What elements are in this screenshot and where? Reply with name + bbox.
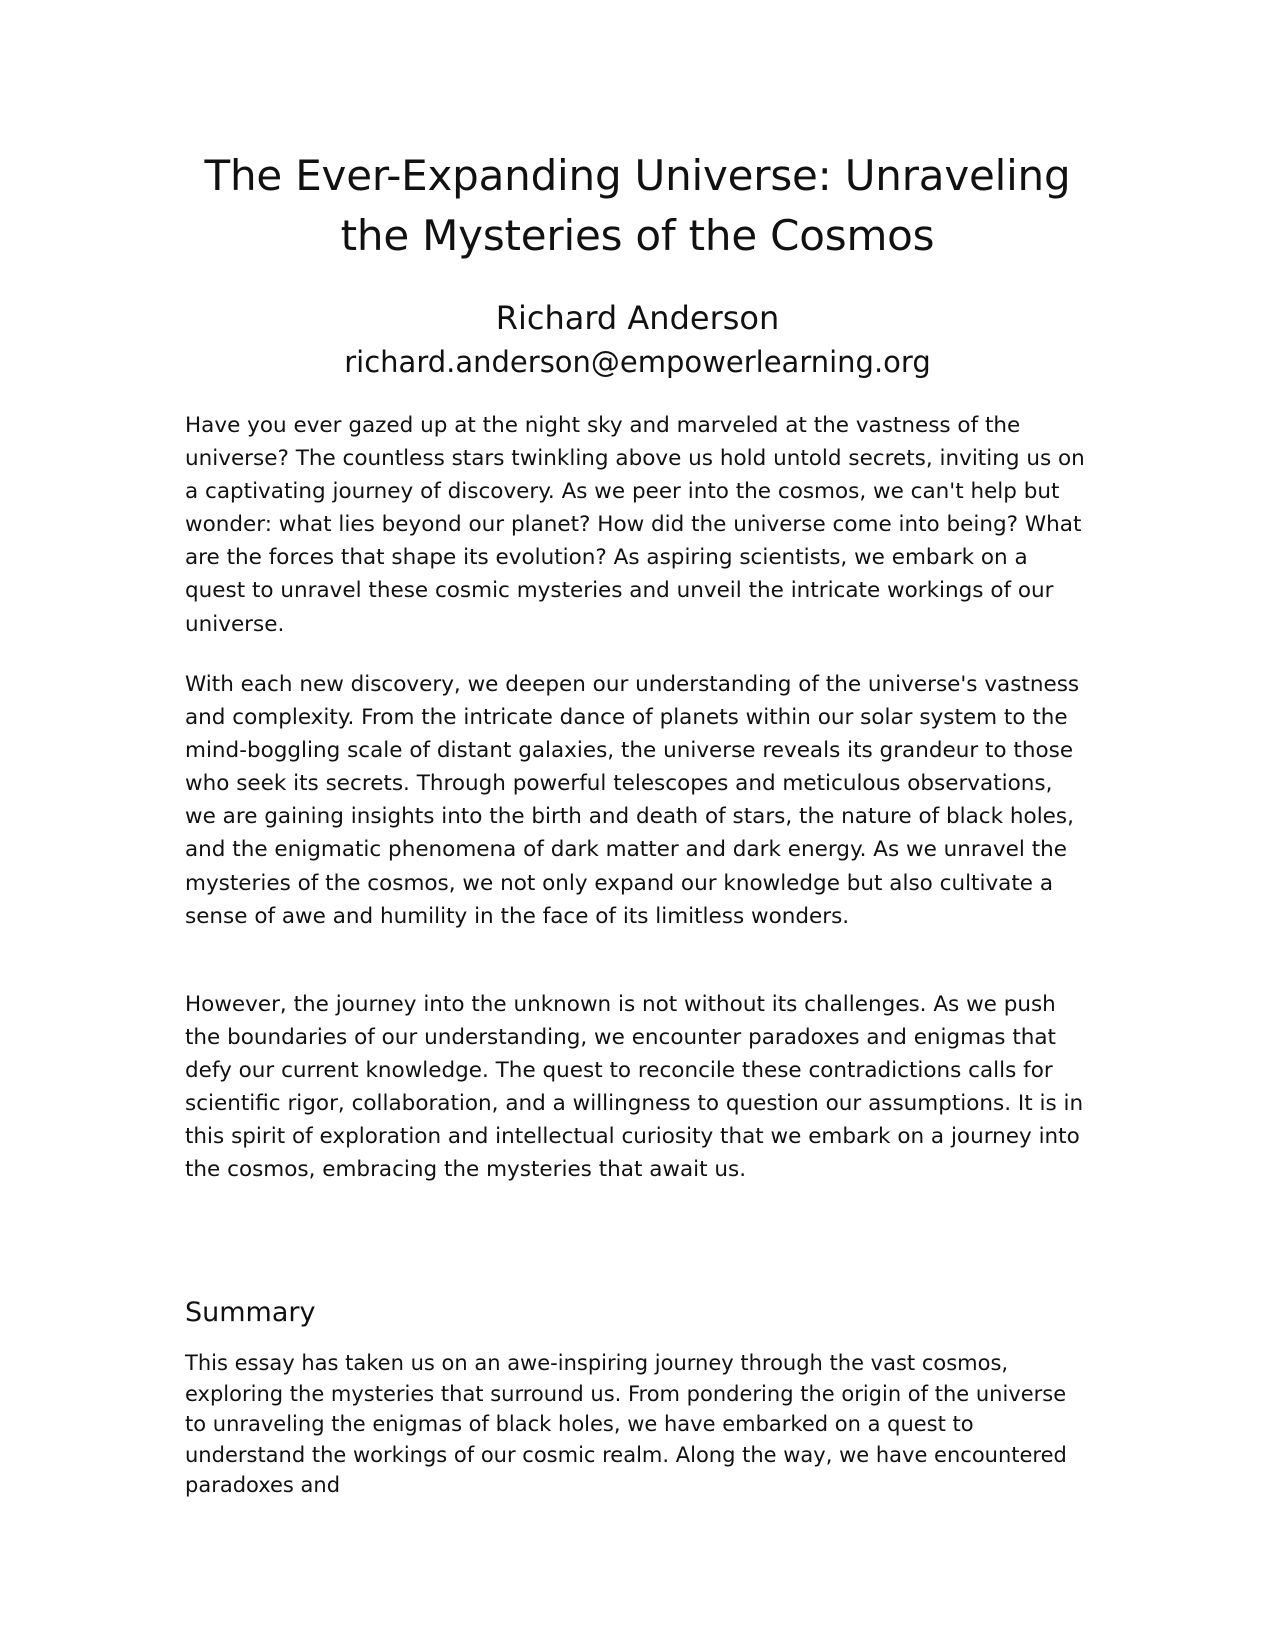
summary-heading: Summary <box>185 1297 316 1328</box>
body-paragraph-1: Have you ever gazed up at the night sky and marveled at the vastness of the universe? The countless stars twinkling above us hold untold secrets, inviting us on a captivating journey of discovery. As we peer into the cosmos, we can't help but wonder: what lies beyond our planet? How did the universe come into being? What are the forces that shape its evolution? As aspiring scientists, we embark on a quest to unravel these cosmic mysteries and unveil the intricate workings of our universe. <box>185 413 1085 637</box>
document-title: The Ever-Expanding Universe: Unraveling the Mysteries of the Cosmos <box>204 151 1071 260</box>
author-email: richard.anderson@empowerlearning.org <box>344 345 931 379</box>
body-paragraph-3: However, the journey into the unknown is not without its challenges. As we push the boundaries of our understanding, we encounter paradoxes and enigmas that defy our current knowledge. The quest to reconcile these contradictions calls for scientific rigor, collaboration, and a willingness to question our assumptions. It is in this spirit of exploration and intellectual curiosity that we embark on a journey into the cosmos, embracing the mysteries that await us. <box>185 992 1084 1183</box>
author-name: Richard Anderson <box>495 299 780 337</box>
body-paragraph-2: With each new discovery, we deepen our understanding of the universe's vastness and complexity. From the intricate dance of planets within our solar system to the mind-boggling scale of distant galaxies, the universe reveals its grandeur to those who seek its secrets. Through powerful telescopes and meticulous observations, we are gaining insights into the birth and death of stars, the nature of black holes, and the enigmatic phenomena of dark matter and dark energy. As we unravel the mysteries of the cosmos, we not only expand our knowledge but also cultivate a sense of awe and humility in the face of its limitless wonders. <box>185 672 1080 929</box>
summary-paragraph: This essay has taken us on an awe-inspiring journey through the vast cosmos, exploring the mysteries that surround us. From pondering the origin of the universe to unraveling the enigmas of black holes, we have embarked on a quest to understand the workings of our cosmic realm. Along the way, we have encountered paradoxes and <box>185 1351 1067 1497</box>
